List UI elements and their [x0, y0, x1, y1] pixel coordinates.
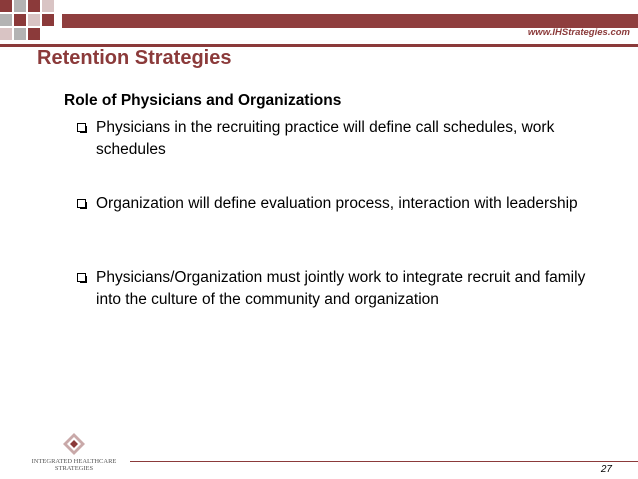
- slide-subtitle: Role of Physicians and Organizations: [64, 92, 342, 109]
- decor-square: [14, 28, 26, 40]
- decor-square: [0, 28, 12, 40]
- checkbox-bullet-icon: [77, 199, 87, 209]
- bullet-text: Organization will define evaluation process, interaction with leadership: [96, 195, 578, 212]
- slide-title: Retention Strategies: [37, 47, 232, 69]
- bullet-item: [80, 267, 600, 311]
- bullet-text: Physicians/Organization must jointly work to integrate recruit and family into the culture of the community and organization: [96, 269, 586, 308]
- website-url: www.IHStrategies.com: [527, 27, 630, 38]
- diamond-logo-icon: [62, 432, 86, 456]
- footer-rule: [130, 461, 638, 462]
- header-bar: [62, 14, 638, 28]
- page-number: 27: [600, 464, 612, 475]
- decor-square: [28, 28, 40, 40]
- decor-square: [0, 0, 12, 12]
- decor-square: [14, 14, 26, 26]
- logo-text: INTEGRATED HEALTHCARE STRATEGIES: [31, 458, 117, 472]
- bullet-item: [80, 117, 600, 161]
- decor-square: [14, 0, 26, 12]
- checkbox-bullet-icon: [77, 123, 87, 133]
- decor-square: [28, 14, 40, 26]
- bullet-text: Physicians in the recruiting practice will define call schedules, work schedules: [96, 119, 555, 158]
- decor-square: [0, 14, 12, 26]
- checkbox-bullet-icon: [77, 273, 87, 283]
- decor-square: [28, 0, 40, 12]
- company-logo: [28, 432, 120, 477]
- bullet-item: [80, 193, 600, 215]
- decor-square: [42, 14, 54, 26]
- decor-square: [42, 0, 54, 12]
